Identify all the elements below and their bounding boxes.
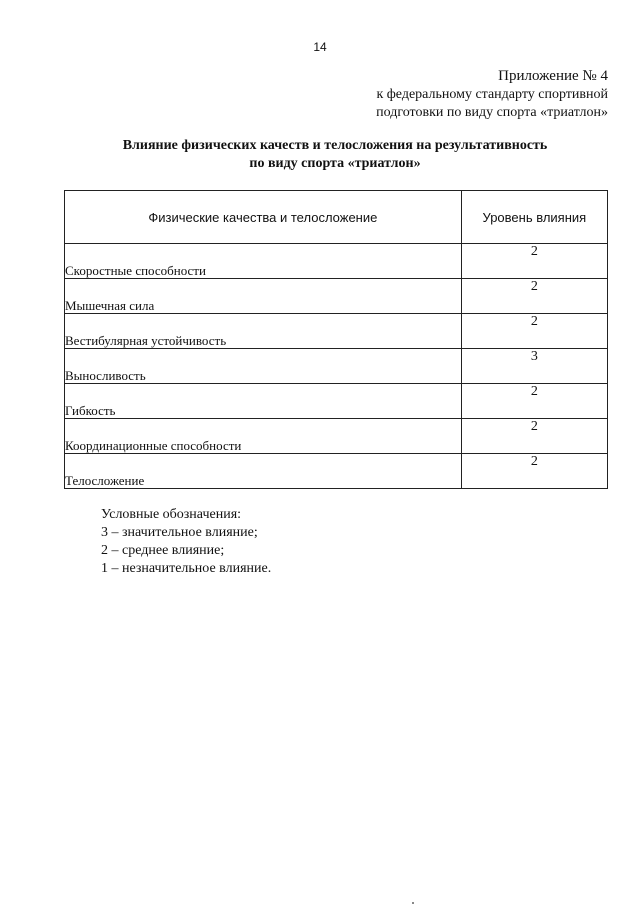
quality-cell: Координационные способности [65,419,462,454]
scan-artifact [412,902,414,904]
table-row [65,314,608,349]
legend-item: 3 – значительное влияние; [101,525,258,540]
legend-item: 2 – среднее влияние; [101,543,225,558]
appendix-line-3: подготовки по виду спорта «триатлон» [376,105,608,120]
quality-cell: Вестибулярная устойчивость [65,314,462,349]
title-line-1: Влияние физических качеств и телосложения на результативность [122,138,548,153]
table-row [65,454,608,489]
quality-cell: Выносливость [65,349,462,384]
quality-cell: Телосложение [65,454,462,489]
header-quality: Физические качества и телосложение [65,191,462,244]
table-header-row [65,191,608,244]
title-line-2: по виду спорта «триатлон» [249,156,421,171]
level-cell: 2 [461,314,607,349]
level-cell: 3 [461,349,607,384]
level-cell: 2 [461,419,607,454]
header-level: Уровень влияния [461,191,607,244]
table-row [65,349,608,384]
page-number: 14 [313,40,327,54]
table-row [65,279,608,314]
appendix-number: Приложение № 4 [498,68,608,84]
table-row [65,244,608,279]
level-cell: 2 [461,454,607,489]
table-row [65,384,608,419]
appendix-header [376,66,608,122]
level-cell: 2 [461,279,607,314]
quality-cell: Гибкость [65,384,462,419]
influence-table [64,190,608,489]
legend-heading: Условные обозначения: [101,507,242,522]
quality-cell: Мышечная сила [65,279,462,314]
legend-item: 1 – незначительное влияние. [101,561,272,576]
table-row [65,419,608,454]
appendix-line-2: к федеральному стандарту спортивной [376,87,608,102]
legend [101,506,271,578]
level-cell: 2 [461,384,607,419]
document-title [60,137,610,173]
level-cell: 2 [461,244,607,279]
quality-cell: Скоростные способности [65,244,462,279]
